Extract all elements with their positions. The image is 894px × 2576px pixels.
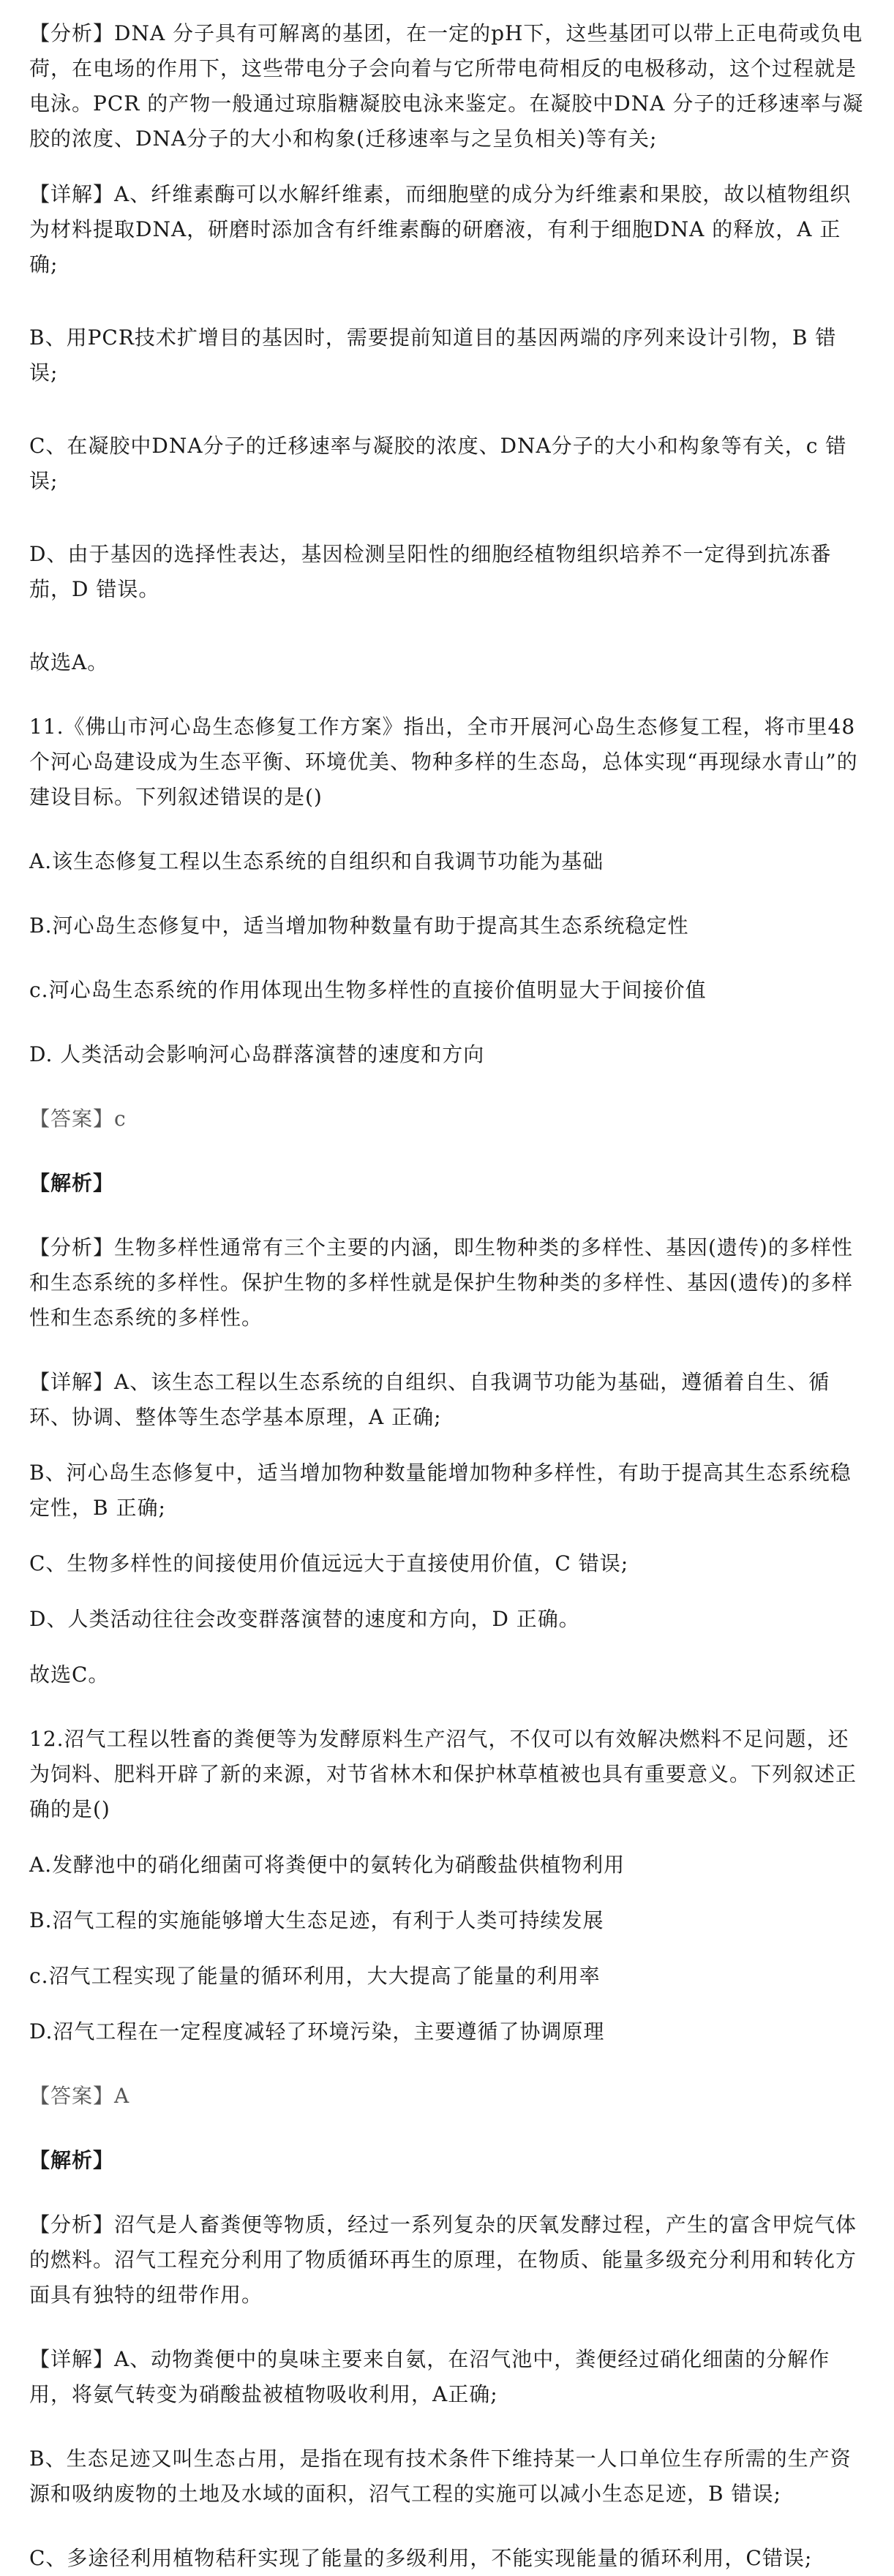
question-12-stem: 12.沼气工程以牲畜的粪便等为发酵原料生产沼气，不仅可以有效解决燃料不足问题，还为饲料、肥料开辟了新的来源，对节省林木和保护林草植被也具有重要意义。下列叙述正确的是() xyxy=(29,1727,857,1821)
question-11-option-a: A.该生态修复工程以生态系统的自组织和自我调节功能为基础 xyxy=(29,849,604,873)
question-11-option-d: D. 人类活动会影响河心岛群落演替的速度和方向 xyxy=(29,1042,485,1066)
detail-paragraph-b: B、河心岛生态修复中，适当增加物种数量能增加物种多样性，有助于提高其生态系统稳定性，B 正确; xyxy=(29,1461,852,1520)
conclusion-line: 故选C。 xyxy=(29,1662,110,1687)
detail-paragraph-d: D、由于基因的选择性表达，基因检测呈阳性的细胞经植物组织培养不一定得到抗冻番茄，D 错误。 xyxy=(29,542,832,601)
detail-paragraph-c: C、在凝胶中DNA分子的迁移速率与凝胶的浓度、DNA分子的大小和构象等有关，c 错误; xyxy=(29,434,847,493)
analysis-paragraph: 【分析】沼气是人畜粪便等物质，经过一系列复杂的厌氧发酵过程，产生的富含甲烷气体的燃料。沼气工程充分利用了物质循环再生的原理，在物质、能量多级充分利用和转化方面具有独特的纽带作用。 xyxy=(29,2212,857,2307)
detail-paragraph-a: 【详解】A、该生态工程以生态系统的自组织、自我调节功能为基础，遵循着自生、循环、协调、整体等生态学基本原理，A 正确; xyxy=(29,1370,830,1429)
analysis-paragraph: 【分析】生物多样性通常有三个主要的内涵，即生物种类的多样性、基因(遗传)的多样性和生态系统的多样性。保护生物的多样性就是保护生物种类的多样性、基因(遗传)的多样性和生态系统的多样性。 xyxy=(29,1235,853,1330)
conclusion-line: 故选A。 xyxy=(29,650,109,674)
detail-paragraph-c: C、多途径利用植物秸秆实现了能量的多级利用，不能实现能量的循环利用，C错误; xyxy=(29,2546,813,2570)
question-12-option-b: B.沼气工程的实施能够增大生态足迹，有利于人类可持续发展 xyxy=(29,1908,604,1932)
detail-paragraph-b: B、用PCR技术扩增目的基因时，需要提前知道目的基因两端的序列来设计引物，B 错误; xyxy=(29,325,837,385)
question-11-option-b: B.河心岛生态修复中，适当增加物种数量有助于提高其生态系统稳定性 xyxy=(29,914,689,938)
detail-paragraph-d: D、人类活动往往会改变群落演替的速度和方向，D 正确。 xyxy=(29,1607,580,1631)
question-11-stem: 11.《佛山市河心岛生态修复工作方案》指出，全市开展河心岛生态修复工程，将市里48个河心岛建设成为生态平衡、环境优美、物种多样的生态岛，总体实现“再现绿水青山”的建设目标。下列叙述错误的是() xyxy=(29,715,858,809)
question-12-option-d: D.沼气工程在一定程度减轻了环境污染，主要遵循了协调原理 xyxy=(29,2019,605,2044)
explanation-heading: 【解析】 xyxy=(29,1171,115,1195)
detail-paragraph-a: 【详解】A、纤维素酶可以水解纤维素，而细胞壁的成分为纤维素和果胶，故以植物组织为材料提取DNA，研磨时添加含有纤维素酶的研磨液，有利于细胞DNA 的释放，A 正确; xyxy=(29,182,852,276)
detail-paragraph-b: B、生态足迹又叫生态占用，是指在现有技术条件下维持某一人口单位生存所需的生产资源和吸纳废物的土地及水域的面积，沼气工程的实施可以减小生态足迹，B 错误; xyxy=(29,2447,852,2506)
question-11-option-c: c.河心岛生态系统的作用体现出生物多样性的直接价值明显大于间接价值 xyxy=(29,978,707,1002)
detail-paragraph-a: 【详解】A、动物粪便中的臭味主要来自氨，在沼气池中，粪便经过硝化细菌的分解作用，将氨气转变为硝酸盐被植物吸收利用，A正确; xyxy=(29,2347,830,2406)
analysis-paragraph: 【分析】DNA 分子具有可解离的基团，在一定的pH下，这些基团可以带上正电荷或负电荷，在电场的作用下，这些带电分子会向着与它所带电荷相反的电极移动，这个过程就是电泳。PCR 的产物一般通过琼脂糖凝胶电泳来鉴定。在凝胶中DNA 分子的迁移速率与凝胶的浓度、DNA分子的大小和构象(迁移速率与之呈负相关)等有关; xyxy=(29,21,864,151)
detail-paragraph-c: C、生物多样性的间接使用价值远远大于直接使用价值，C 错误; xyxy=(29,1551,629,1575)
explanation-heading: 【解析】 xyxy=(29,2148,115,2172)
question-12-option-a: A.发酵池中的硝化细菌可将粪便中的氨转化为硝酸盐供植物利用 xyxy=(29,1853,626,1877)
question-12-option-c: c.沼气工程实现了能量的循环利用，大大提高了能量的利用率 xyxy=(29,1964,601,1988)
answer-label: 【答案】A xyxy=(29,2084,130,2108)
answer-label: 【答案】c xyxy=(29,1107,127,1131)
